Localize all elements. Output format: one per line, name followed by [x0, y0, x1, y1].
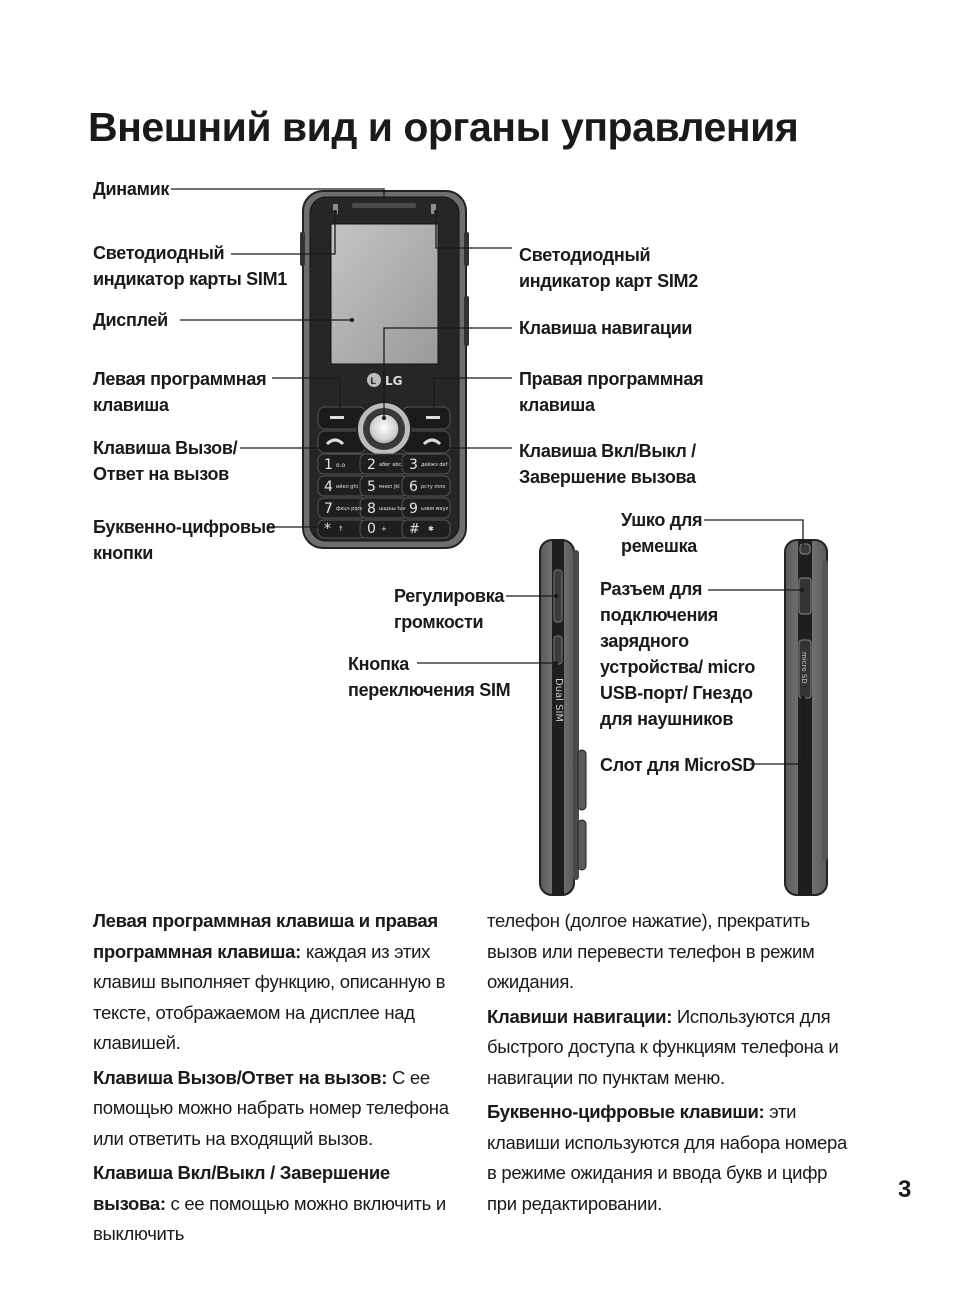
right-soft-key [426, 416, 440, 419]
label-end-key: Клавиша Вкл/Выкл / Завершение вызова [519, 441, 696, 487]
label-call-key: Клавиша Вызов/ Ответ на вызов [93, 438, 238, 484]
key-1-letters: o.o [336, 462, 346, 469]
label-left-soft-key: Левая программная клавиша [93, 369, 267, 415]
key-6-letters: рсту mno [421, 484, 446, 490]
label-volume: Регулировка громкости [394, 586, 505, 632]
label-sim-switch: Кнопка переключения SIM [348, 654, 511, 700]
key-hash-letters: ✱ [428, 525, 434, 533]
sim-switch-button [554, 636, 562, 664]
key-5-letters: мноп jkl [379, 484, 400, 490]
key-star-letters: ↑ [338, 525, 344, 533]
key-4: 4 [324, 479, 333, 495]
strap-loop [800, 544, 810, 554]
keypad [318, 454, 450, 538]
speaker-grille [352, 203, 416, 208]
label-speaker: Динамик [93, 179, 170, 199]
key-1: 1 [324, 457, 333, 473]
phone-left-side [540, 540, 586, 895]
paragraph-nav-keys: Клавиши навигации: Используются для быстрого доступа к функциям телефона и навигации по пунктам меню. [487, 1005, 839, 1088]
paragraph-soft-keys: Левая программная клавиша и правая программная клавиша: каждая из этих клавиш выполняет функцию, описанную в тексте, отображаемом на дисплее над клавишей. [93, 910, 446, 1053]
key-0: 0 [367, 521, 376, 537]
charger-port [799, 578, 811, 614]
page-number: 3 [898, 1176, 912, 1203]
left-soft-key [330, 416, 344, 419]
label-display: Дисплей [93, 310, 168, 330]
key-4-letters: ийкл ghi [336, 484, 359, 490]
key-2-letters: абвг abc [379, 462, 402, 468]
label-microsd-slot: Слот для MicroSD [600, 755, 756, 775]
label-sim1-led: Светодиодный индикатор карты SIM1 [93, 243, 287, 289]
text-column-right [487, 906, 849, 1219]
key-7-letters: фхцч pqrs [336, 506, 363, 512]
key-hash: # [409, 522, 420, 537]
key-star: * [324, 521, 331, 537]
phone-right-side [785, 540, 828, 895]
microsd-label: micro SD [800, 652, 808, 684]
key-7: 7 [324, 501, 333, 517]
key-5: 5 [367, 479, 376, 495]
key-9-letters: ьэюя wxyz [421, 506, 449, 512]
key-3: 3 [409, 457, 418, 473]
key-2: 2 [367, 457, 376, 473]
key-8: 8 [367, 501, 376, 517]
key-9: 9 [409, 501, 418, 517]
svg-text:L: L [370, 377, 376, 387]
dual-sim-label: Dual SIM [553, 678, 564, 723]
key-6: 6 [409, 479, 418, 495]
paragraph-end-key-cont: телефон (долгое нажатие), прекратить вызов или перевести телефон в режим ожидания. [487, 910, 815, 992]
label-connector: Разъем для подключения зарядного устройства/ micro USB-порт/ Гнездо для наушников [600, 579, 756, 729]
label-nav-key: Клавиша навигации [519, 318, 693, 338]
brand-logo: LG [385, 374, 403, 388]
label-alnum-keys: Буквенно-цифровые кнопки [93, 517, 276, 563]
key-0-letters: + [381, 525, 387, 533]
key-3-letters: деёжз def [421, 462, 448, 468]
label-sim2-led: Светодиодный индикатор карт SIM2 [519, 245, 698, 291]
text-column-left [93, 906, 465, 1250]
paragraph-end-key: Клавиша Вкл/Выкл / Завершение вызова: с ее помощью можно включить и выключить [93, 1162, 446, 1244]
label-strap: Ушко для ремешка [621, 510, 703, 556]
paragraph-call-key: Клавиша Вызов/Ответ на вызов: С ее помощью можно набрать номер телефона или ответить на входящий вызов. [93, 1066, 449, 1149]
key-8-letters: шщъы tuv [379, 506, 406, 512]
page-title: Внешний вид и органы управления [88, 104, 799, 150]
label-right-soft-key: Правая программная клавиша [519, 369, 704, 415]
paragraph-alnum-keys: Буквенно-цифровые клавиши: эти клавиши используются для набора номера в режиме ожидания и ввода букв и цифр при редактировании. [487, 1101, 847, 1214]
